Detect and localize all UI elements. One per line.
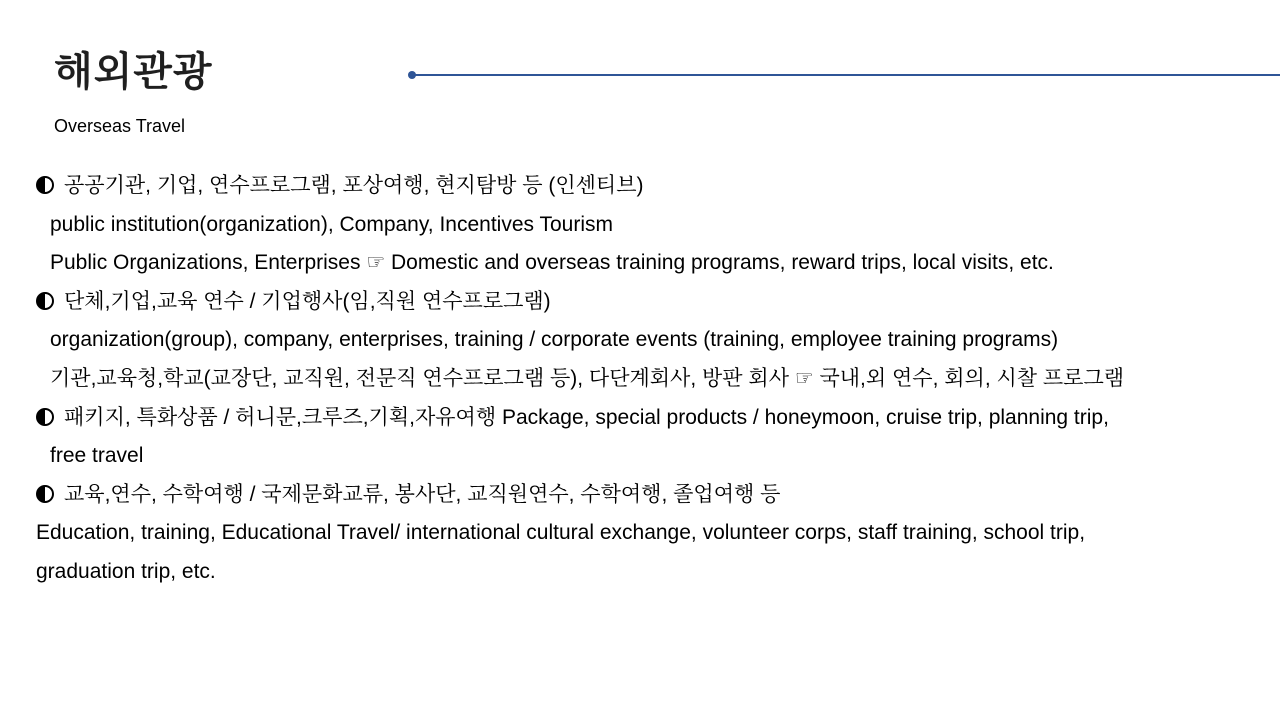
content-line <box>36 167 1266 206</box>
content-line <box>36 244 1266 283</box>
line-text: 공공기관, 기업, 연수프로그램, 포상여행, 현지탐방 등 (인센티브) <box>64 174 644 197</box>
page-title: 해외관광 <box>54 49 213 95</box>
line-text: 기관,교육청,학교(교장단, 교직원, 전문직 연수프로그램 등), 다단계회사, 방판 회사 ☞ 국내,외 연수, 회의, 시찰 프로그램 <box>50 366 1125 390</box>
line-text: free travel <box>50 444 144 468</box>
content-line <box>36 514 1266 553</box>
content-body <box>36 167 1266 592</box>
half-filled-circle-icon <box>36 176 54 194</box>
content-line <box>36 476 1266 515</box>
half-filled-circle-icon <box>36 292 54 310</box>
half-filled-circle-icon <box>36 408 54 426</box>
content-line <box>36 360 1266 399</box>
content-line <box>36 553 1266 592</box>
page-subtitle: Overseas Travel <box>54 116 186 136</box>
line-text: 교육,연수, 수학여행 / 국제문화교류, 봉사단, 교직원연수, 수학여행, 졸업여행 등 <box>64 482 781 506</box>
content-line <box>36 321 1266 360</box>
line-text: 패키지, 특화상품 / 허니문,크루즈,기획,자유여행 Package, special products / honeymoon, cruise trip, planning trip, <box>64 405 1109 429</box>
line-text: 단체,기업,교육 연수 / 기업행사(임,직원 연수프로그램) <box>64 289 551 313</box>
content-line <box>36 437 1266 476</box>
content-line <box>36 206 1266 245</box>
line-text: Public Organizations, Enterprises ☞ Domestic and overseas training programs, reward trips, local visits, etc. <box>50 251 1054 275</box>
line-text: Education, training, Educational Travel/ international cultural exchange, volunteer corps, staff training, school trip, <box>36 521 1086 545</box>
line-text: organization(group), company, enterprises, training / corporate events (training, employee training programs) <box>50 328 1059 352</box>
half-filled-circle-icon <box>36 485 54 503</box>
line-text: public institution(organization), Company, Incentives Tourism <box>50 212 613 236</box>
content-line <box>36 399 1266 438</box>
header-rule-line <box>412 74 1280 76</box>
content-line <box>36 283 1266 322</box>
line-text: graduation trip, etc. <box>36 559 216 583</box>
